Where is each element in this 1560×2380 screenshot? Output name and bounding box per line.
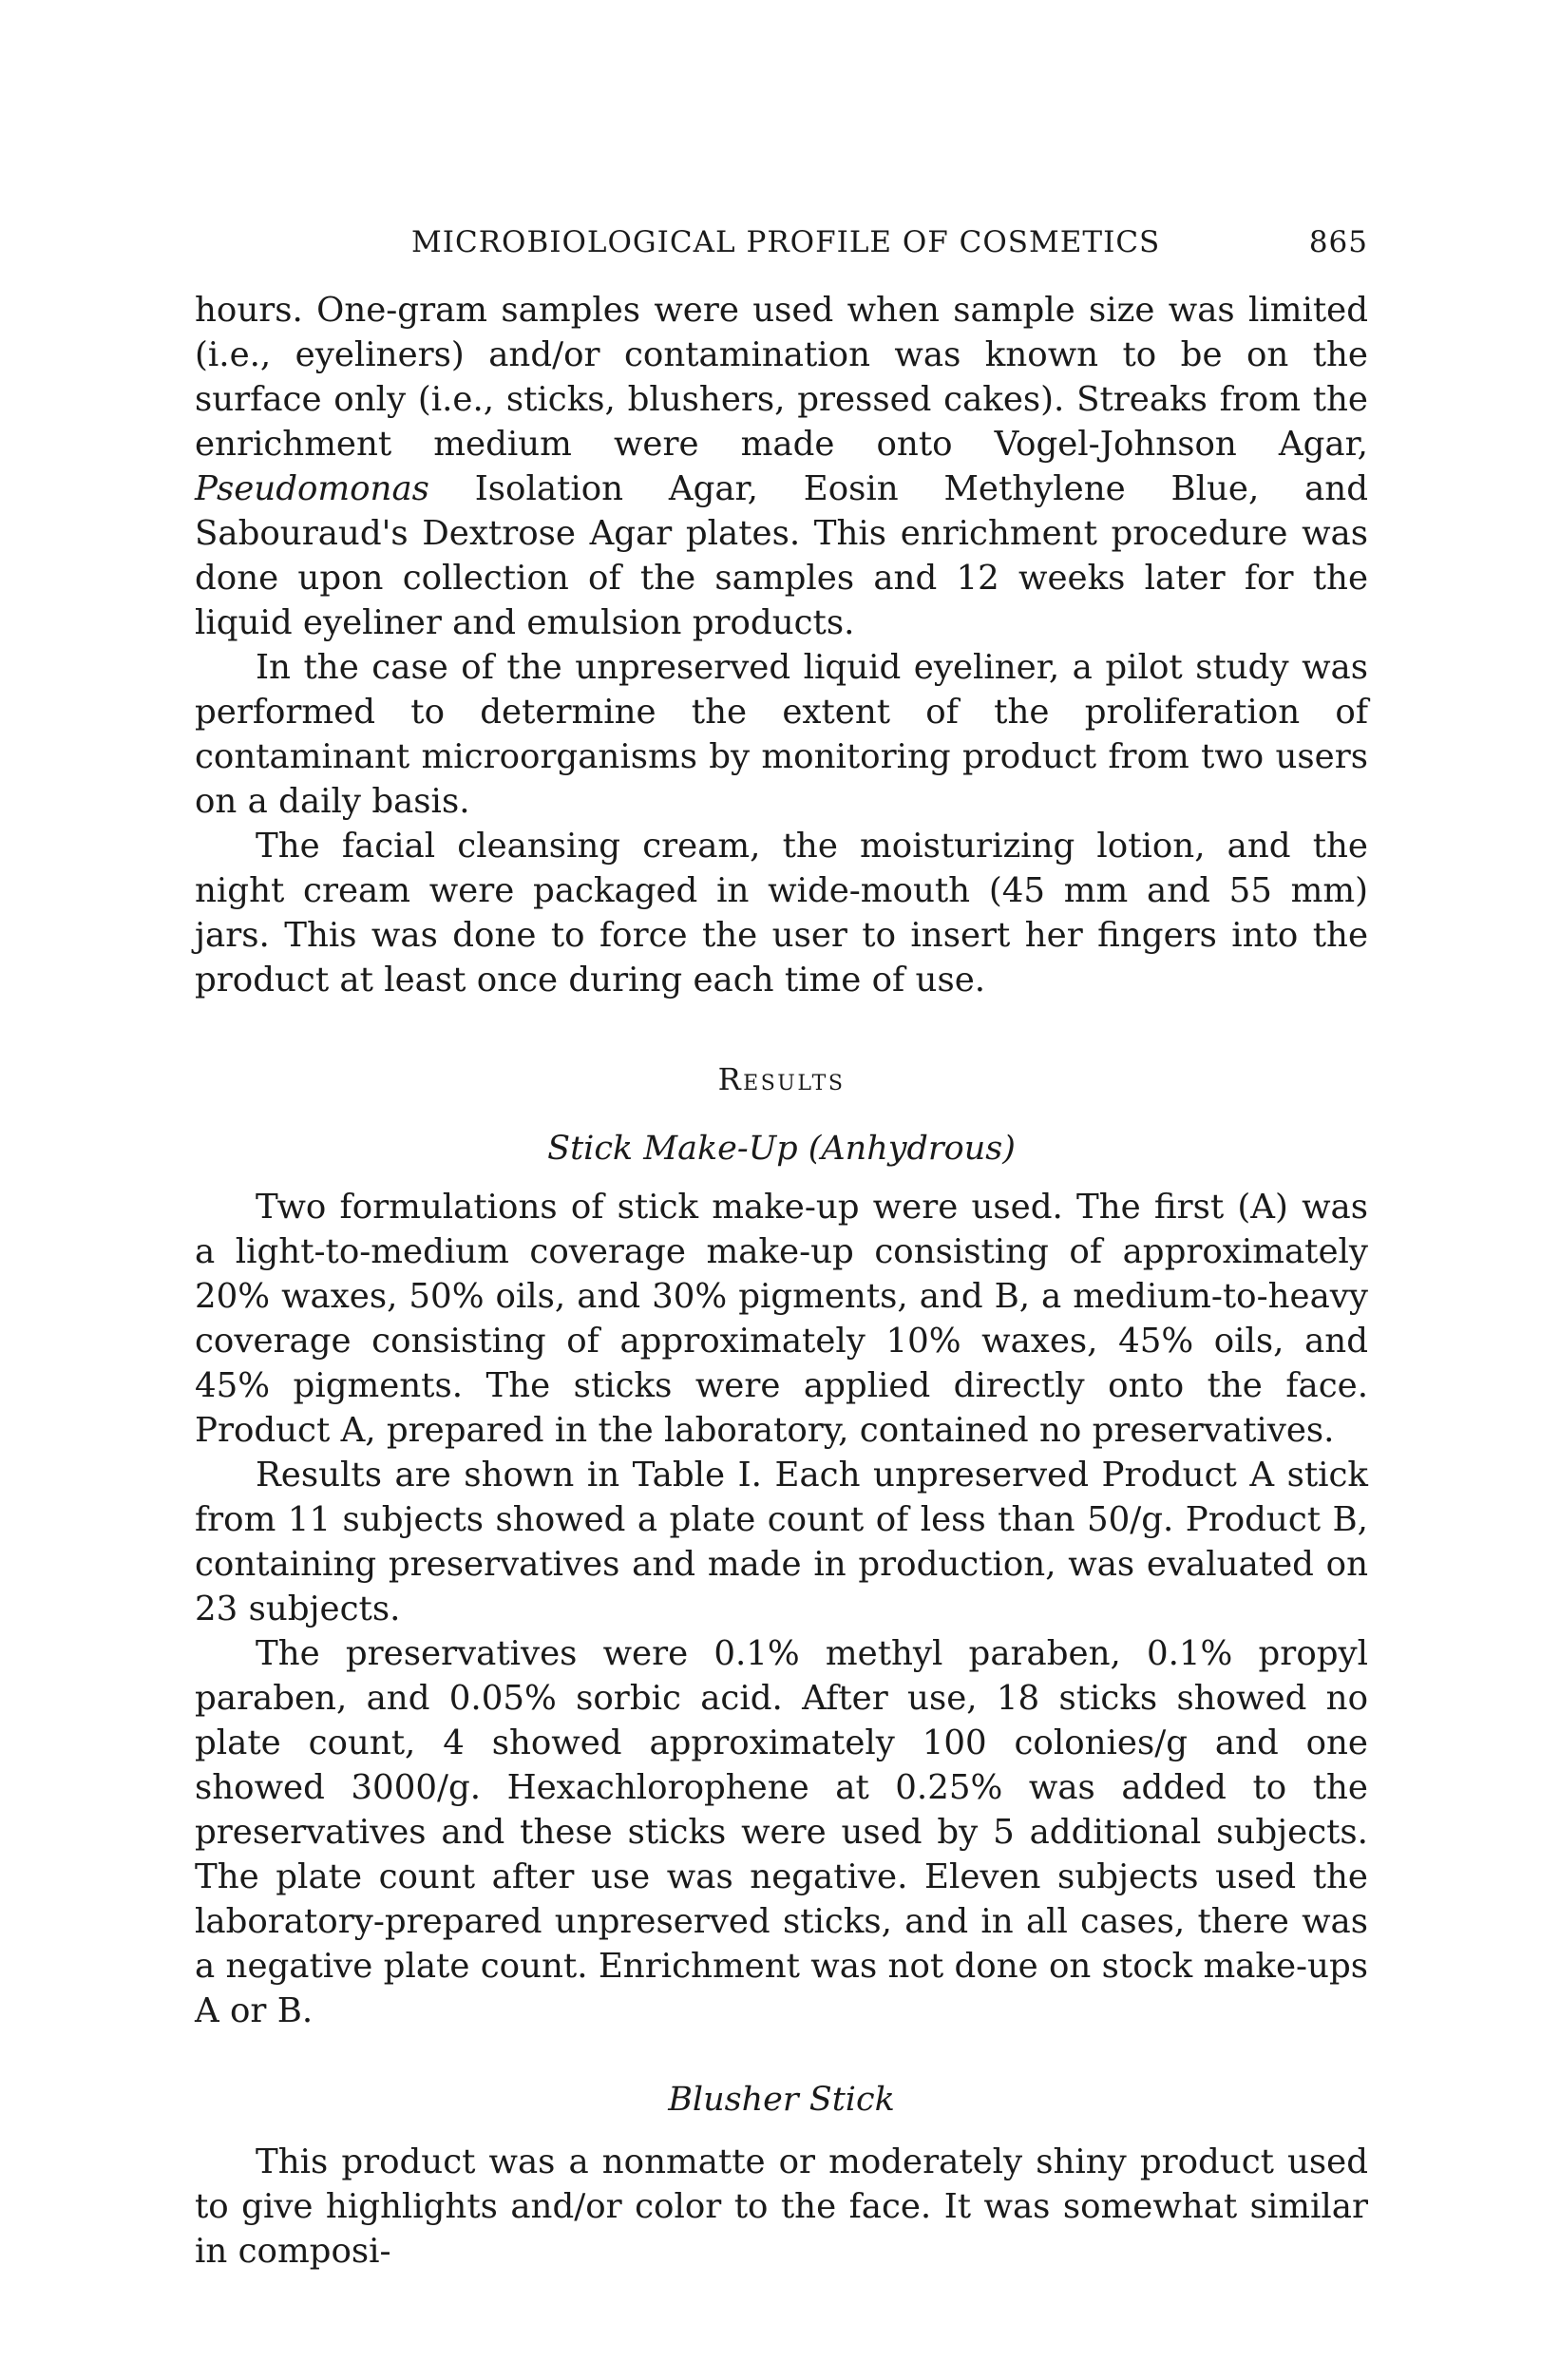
running-head: [195, 214, 1368, 261]
paragraph-preservatives: The preservatives were 0.1% methyl paraben, 0.1% propyl paraben, and 0.05% sorbic acid. After use, 18 sticks showed no plate count, 4 showed approximately 100 colonies/g and one showed 3000/g. Hexachlorophene at 0.25% was added to the preservatives and these sticks were used by 5 additional subjects. The plate count after use was negative. Eleven subjects used the laboratory-prepared unpreserved sticks, and in all cases, there was a negative plate count. Enrichment was not done on stock make-ups A or B.: [195, 1634, 1368, 2030]
paragraph-formulations: Two formulations of stick make-up were used. The first (A) was a light-to-medium coverage make-up consisting of approximately 20% waxes, 50% oils, and 30% pigments, and B, a medium-to-heavy coverage consisting of approximately 10% waxes, 45% oils, and 45% pigments. The sticks were applied directly onto the face. Product A, prepared in the laboratory, contained no preservatives.: [195, 1188, 1368, 1450]
page: [195, 214, 1368, 2274]
subheading-stick-make-up: Stick Make-Up (Anhydrous): [547, 1130, 1016, 1168]
paragraph-blusher: This product was a nonmatte or moderately shiny product used to give highlights and/or color to the face. It was somewhat similar in composi-: [195, 2142, 1368, 2271]
italic-pseudomonas: Pseudomonas: [195, 469, 429, 508]
paragraph-enrichment: hours. One-gram samples were used when sample size was limited (i.e., eyeliners) and/or contamination was known to be on the surface only (i.e., sticks, blushers, pressed cakes). Streaks from the enrichment medium were made onto Vogel-Johnson Agar, Pseudomonas Isolation Agar, Eosin Methylene Blue, and Sabouraud's Dextrose Agar plates. This enrichment procedure was done upon collection of the samples and 12 weeks later for the liquid eyeliner and emulsion products.: [195, 291, 1368, 642]
paragraph-table-results: Results are shown in Table I. Each unpreserved Product A stick from 11 subjects showed a plate count of less than 50/g. Product B, containing preservatives and made in production, was evaluated on 23 subjects.: [195, 1456, 1368, 1628]
running-title: MICROBIOLOGICAL PROFILE OF COSMETICS: [411, 225, 1161, 259]
results-heading: Results: [717, 1061, 846, 1097]
page-number: 865: [1308, 225, 1368, 259]
subheading-blusher-stick: Blusher Stick: [668, 2081, 895, 2119]
methods-text: [195, 288, 1368, 1002]
paragraph-pilot-study: In the case of the unpreserved liquid eyeliner, a pilot study was performed to determine the extent of the proliferation of contaminant microorganisms by monitoring product from two users on a daily basis.: [195, 648, 1368, 821]
paragraph-packaging: The facial cleansing cream, the moisturizing lotion, and the night cream were packaged in wide-mouth (45 mm and 55 mm) jars. This was done to force the user to insert her fingers into the product at least once during each time of use.: [195, 827, 1368, 1000]
